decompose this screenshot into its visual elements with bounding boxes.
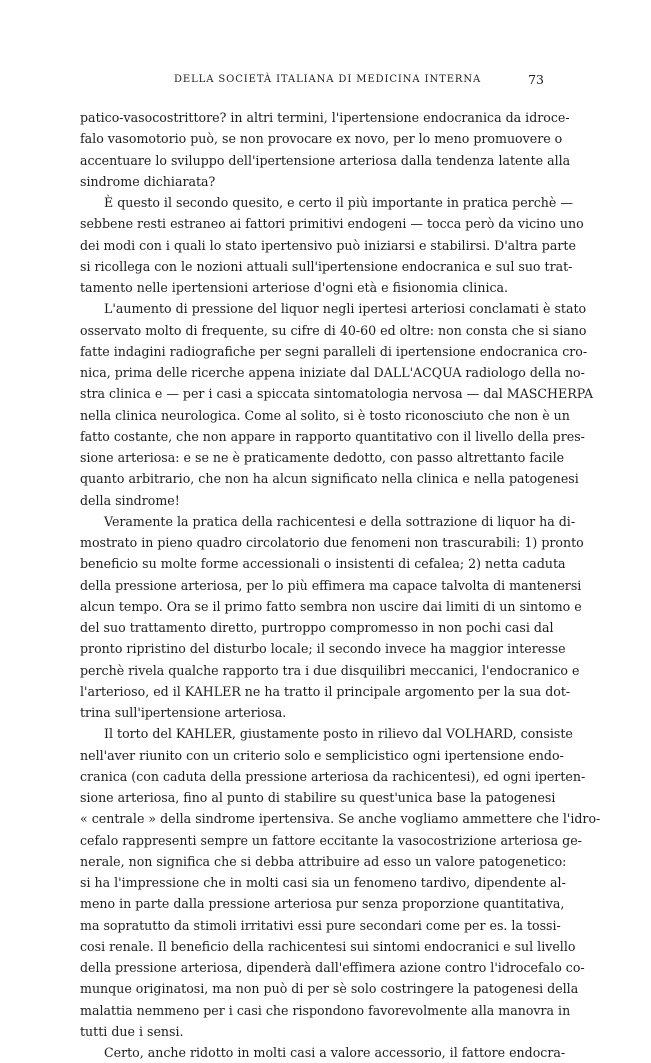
text-line: trina sull'ipertensione arteriosa.: [80, 705, 287, 720]
text-line: si ha l'impressione che in molti casi sia un fenomeno tardivo, dipendente al-: [80, 875, 566, 890]
text-line: alcun tempo. Ora se il primo fatto sembra non uscire dai limiti di un sintomo e: [80, 598, 582, 614]
text-line: nerale, non significa che si debba attribuire ad esso un valore patogenetico:: [80, 853, 567, 869]
text-line: fatto costante, che non appare in rapporto quantitativo con il livello della pres-: [80, 428, 585, 444]
text-line: osservato molto di frequente, su cifre di 40-60 ed oltre: non consta che si siano: [80, 322, 587, 338]
text-line: Certo, anche ridotto in molti casi a valore accessorio, il fattore endocra-: [104, 1045, 566, 1060]
text-line: patico-vasocostrittore? in altri termini, l'ipertensione endocranica da idroce-: [80, 110, 570, 125]
text-line: dei modi con i quali lo stato ipertensivo può iniziarsi e stabilirsi. D'altra parte: [80, 237, 576, 253]
text-line: pronto ripristino del disturbo locale; il secondo invece ha maggior interesse: [80, 641, 566, 657]
text-line: malattia nemmeno per i casi che rispondono favorevolmente alla manovra in: [80, 1002, 571, 1018]
text-line: sebbene resti estraneo ai fattori primitivi endogeni — tocca però da vicino uno: [80, 216, 584, 232]
body-text: [80, 107, 601, 1063]
text-line: beneficio su molte forme accessionali o insistenti di cefalea; 2) netta caduta: [80, 556, 566, 572]
text-line: del suo trattamento diretto, purtroppo compromesso in non pochi casi dal: [80, 620, 554, 635]
page-number: 73: [528, 72, 544, 87]
text-line: Veramente la pratica della rachicentesi e della sottrazione di liquor ha di-: [104, 513, 576, 529]
text-line: mostrato in pieno quadro circolatorio due fenomeni non trascurabili: 1) pronto: [80, 535, 584, 550]
text-line: cosi renale. Il beneficio della rachicentesi sui sintomi endocranici e sul livello: [80, 938, 576, 954]
text-line: cranica (con caduta della pressione arteriosa da rachicentesi), ed ogni iperten-: [80, 768, 586, 784]
text-line: nica, prima delle ricerche appena iniziate dal DALL'ACQUA radiologo della no-: [80, 365, 585, 380]
text-line: quanto arbitrario, che non ha alcun significato nella clinica e nella patogenesi: [80, 471, 579, 487]
text-line: della pressione arteriosa, dipenderà dall'effimera azione contro l'idrocefalo co-: [80, 960, 585, 975]
text-line: « centrale » della sindrome ipertensiva. Se anche vogliamo ammettere che l'idro-: [80, 811, 601, 827]
text-line: sindrome dichiarata?: [80, 173, 216, 189]
running-head: DELLA SOCIETÀ ITALIANA DI MEDICINA INTERNA: [174, 74, 482, 85]
text-line: munque originatosi, ma non può di per sè solo costringere la patogenesi della: [80, 981, 579, 997]
text-line: tutti due i sensi.: [80, 1023, 184, 1039]
text-line: sione arteriosa, fino al punto di stabilire su quest'unica base la patogenesi: [80, 790, 556, 805]
page-header: [80, 72, 544, 92]
text-line: si ricollega con le nozioni attuali sull'ipertensione endocranica e sul suo trat-: [80, 258, 573, 274]
text-line: fatte indagini radiografiche per segni paralleli di ipertensione endocranica cro-: [80, 343, 588, 359]
text-line: sione arteriosa: e se ne è praticamente dedotto, con passo altrettanto facile: [80, 450, 565, 465]
text-line: ma sopratutto da stimoli irritativi essi pure secondari come per es. la tossi-: [80, 917, 561, 933]
text-line: È questo il secondo quesito, e certo il più importante in pratica perchè —: [104, 195, 573, 210]
text-line: nell'aver riunito con un criterio solo e semplicistico ogni ipertensione endo-: [80, 747, 564, 763]
text-line: stra clinica e — per i casi a spiccata sintomatologia nervosa — dal MASCHERPA: [80, 386, 594, 402]
text-line: nella clinica neurologica. Come al solito, si è tosto riconosciuto che non è un: [80, 407, 570, 423]
text-line: perchè rivela qualche rapporto tra i due disquilibri meccanici, l'endocranico e: [80, 662, 580, 678]
text-line: meno in parte dalla pressione arteriosa pur senza proporzione quantitativa,: [80, 896, 565, 912]
text-line: della pressione arteriosa, per lo più effimera ma capace talvolta di mantenersi: [80, 577, 582, 593]
text-line: tamento nelle ipertensioni arteriose d'ogni età e fisionomia clinica.: [80, 280, 509, 295]
text-line: cefalo rappresenti sempre un fattore eccitante la vasocostrizione arteriosa ge-: [80, 832, 582, 848]
text-line: accentuare lo sviluppo dell'ipertensione arteriosa dalla tendenza latente alla: [80, 152, 571, 168]
text-line: falo vasomotorio può, se non provocare ex novo, per lo meno promuovere o: [80, 131, 563, 147]
text-line: L'aumento di pressione del liquor negli ipertesi arteriosi conclamati è stato: [104, 301, 587, 317]
text-line: Il torto del KAHLER, giustamente posto in rilievo dal VOLHARD, consiste: [104, 726, 573, 742]
text-line: l'arterioso, ed il KAHLER ne ha tratto il principale argomento per la sua dot-: [80, 683, 571, 699]
text-line: della sindrome!: [80, 492, 180, 508]
